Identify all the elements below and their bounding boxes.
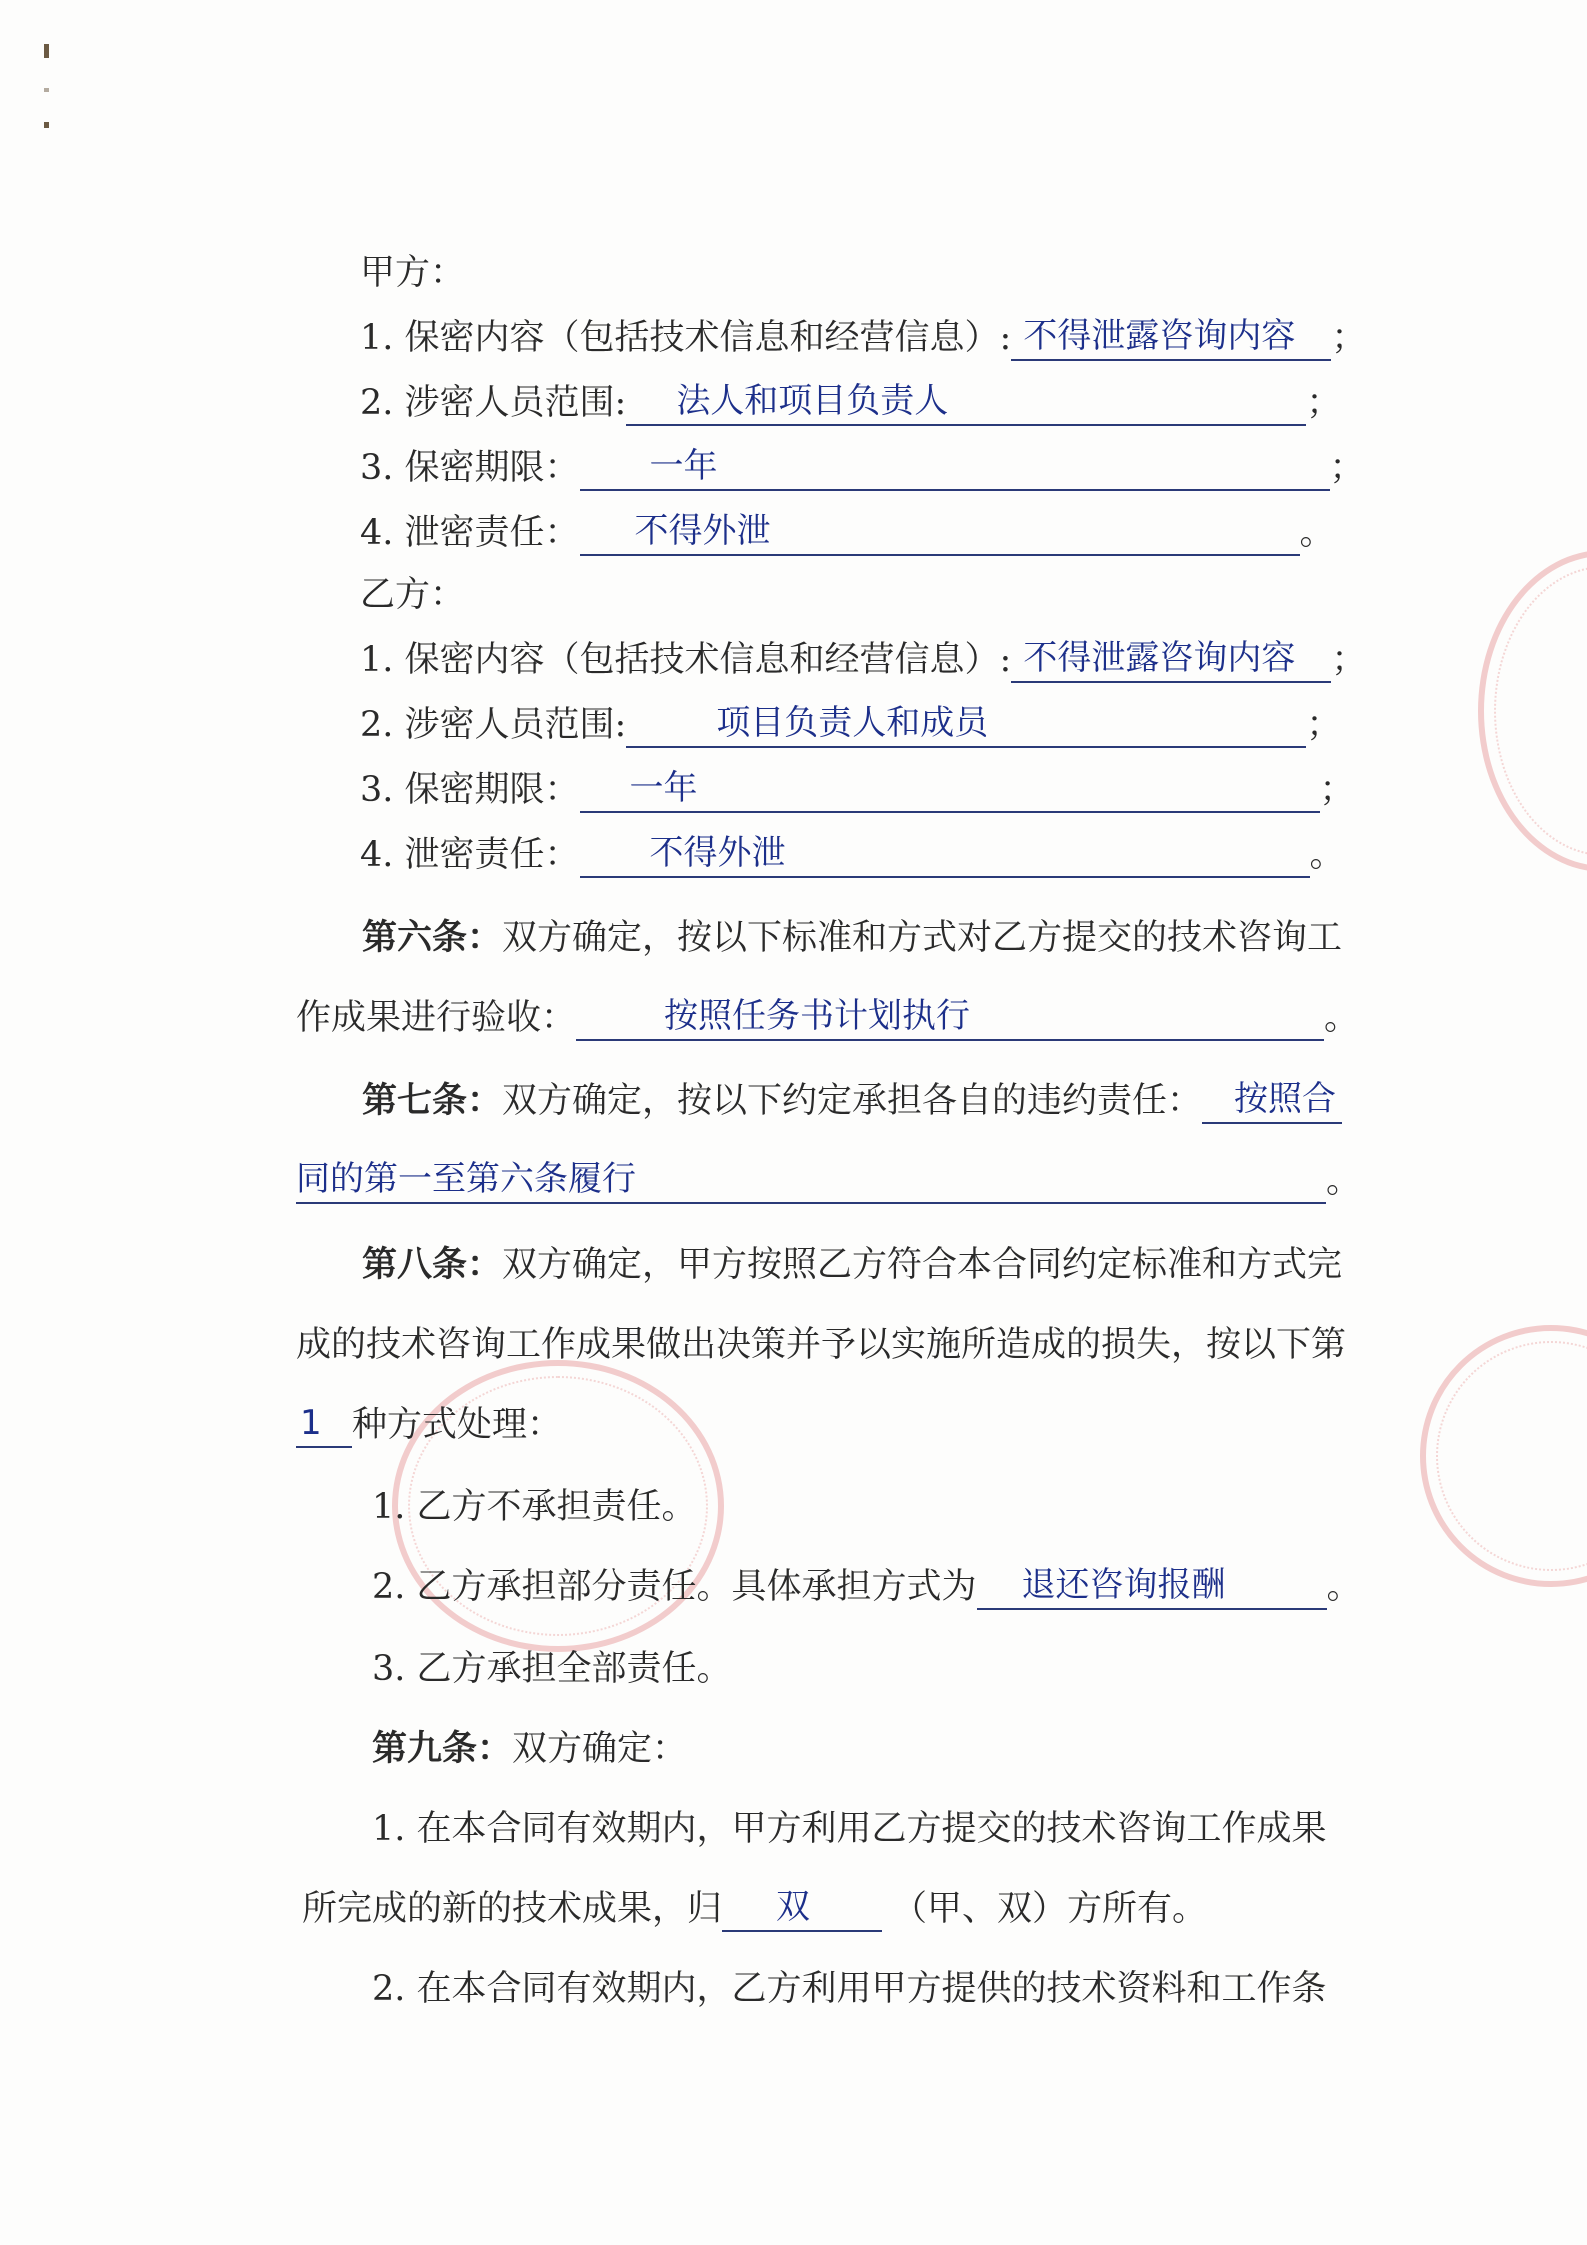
party-b-item-4-blank — [580, 832, 1310, 878]
party-a-item-3-label: 3. 保密期限： — [360, 448, 580, 488]
party-a-item-4-end: 。 — [1299, 513, 1335, 553]
article8-option-2 — [372, 1564, 1362, 1610]
article9-heading — [372, 1726, 687, 1772]
article8-option-2-end: 。 — [1326, 1567, 1362, 1607]
party-a-item-4-label: 4. 泄密责任： — [360, 513, 580, 553]
party-a-item-1-blank — [1011, 315, 1331, 361]
party-b-item-2-label: 2. 涉密人员范围: — [360, 705, 627, 745]
party-b-item-1-end: ； — [1331, 640, 1367, 680]
article9-p1-blank — [722, 1886, 882, 1932]
party-b-item-1-blank — [1011, 637, 1331, 683]
article9-p2-line1: 2. 在本合同有效期内，乙方利用甲方提供的技术资料和工作条 — [372, 1969, 1327, 2009]
article8-option-2-text: 2. 乙方承担部分责任。具体承担方式为 — [372, 1567, 977, 1607]
party-a-item-2-end: ； — [1306, 383, 1342, 423]
party-b-item-2-blank — [626, 702, 1306, 748]
party-a-item-4 — [360, 510, 1335, 556]
article7-blank2 — [296, 1158, 1326, 1204]
party-b-item-3-label: 3. 保密期限： — [360, 770, 580, 810]
article7-end: 。 — [1326, 1161, 1362, 1201]
article8-text2: 成的技术咨询工作成果做出决策并予以实施所造成的损失，按以下第 — [296, 1325, 1347, 1365]
party-b-item-3-blank — [580, 767, 1320, 813]
party-a-item-1 — [360, 315, 1366, 361]
article8-choice-blank — [296, 1402, 352, 1448]
article6-text1: 双方确定，按以下标准和方式对乙方提交的技术咨询工 — [502, 918, 1343, 958]
article7-line1 — [362, 1078, 1342, 1124]
article7-value1: 按照合 — [1234, 1079, 1337, 1119]
party-a-item-1-end: ； — [1331, 318, 1367, 358]
party-a-item-3-blank — [580, 445, 1330, 491]
article7-title: 第七条： — [362, 1080, 503, 1121]
party-a-item-2 — [360, 380, 1341, 426]
party-a-item-2-blank — [626, 380, 1306, 426]
article6-line1 — [362, 915, 1342, 961]
seal-stamp-right-bottom — [1420, 1325, 1587, 1587]
party-a-item-2-value: 法人和项目负责人 — [676, 381, 949, 421]
article8-option-1: 1. 乙方不承担责任。 — [372, 1487, 697, 1527]
article8-text1: 双方确定，甲方按照乙方符合本合同约定标准和方式完 — [502, 1245, 1343, 1285]
article9-p1-line2 — [302, 1886, 1207, 1932]
article9-p1-line1: 1. 在本合同有效期内，甲方利用乙方提交的技术咨询工作成果 — [372, 1809, 1327, 1849]
party-b-item-2-value: 项目负责人和成员 — [716, 703, 989, 743]
seal-stamp-right-top — [1478, 550, 1587, 872]
party-b-item-1 — [360, 637, 1366, 683]
party-a-item-1-value: 不得泄露咨询内容 — [1023, 316, 1296, 356]
party-a-item-2-label: 2. 涉密人员范围: — [360, 383, 627, 423]
article9-p1-end: （甲、双）方所有。 — [892, 1889, 1208, 1929]
article6-end: 。 — [1324, 998, 1360, 1038]
party-a-item-3 — [360, 445, 1365, 491]
party-b-item-3 — [360, 767, 1355, 813]
party-a-item-4-value: 不得外泄 — [634, 511, 771, 551]
article6-blank — [576, 995, 1324, 1041]
article6-title: 第六条： — [362, 917, 503, 958]
party-b-item-2-end: ； — [1306, 705, 1342, 745]
party-a-item-3-end: ； — [1329, 448, 1365, 488]
party-b-item-4-value: 不得外泄 — [649, 833, 786, 873]
article8-line3 — [296, 1402, 562, 1448]
article6-text2: 作成果进行验收： — [296, 998, 577, 1038]
article6-line2 — [296, 995, 1359, 1041]
article9-p1-value: 双 — [776, 1887, 811, 1927]
party-b-item-2 — [360, 702, 1341, 748]
article9-p1-text2: 所完成的新的技术成果，归 — [302, 1889, 723, 1929]
article8-line1 — [362, 1242, 1342, 1288]
article9-title: 第九条： — [372, 1728, 513, 1769]
article9-title-rest: 双方确定： — [512, 1729, 688, 1769]
party-b-item-4-end: 。 — [1309, 835, 1345, 875]
party-b-item-4-label: 4. 泄密责任： — [360, 835, 580, 875]
party-b-item-1-value: 不得泄露咨询内容 — [1023, 638, 1296, 678]
article8-title: 第八条： — [362, 1244, 503, 1285]
article7-blank1 — [1202, 1078, 1342, 1124]
article8-line2 — [296, 1322, 1346, 1368]
article7-text1: 双方确定，按以下约定承担各自的违约责任： — [502, 1081, 1203, 1121]
party-b-item-3-end: ； — [1319, 770, 1355, 810]
party-b-heading: 乙方： — [360, 575, 466, 615]
article6-value: 按照任务书计划执行 — [664, 996, 971, 1036]
party-a-item-4-blank — [580, 510, 1300, 556]
scan-specks — [44, 44, 49, 158]
party-a-item-3-value: 一年 — [649, 446, 718, 486]
article8-text3: 种方式处理： — [352, 1405, 563, 1445]
article8-option-2-blank — [977, 1564, 1327, 1610]
article8-choice: 1 — [300, 1403, 322, 1443]
article8-option-3: 3. 乙方承担全部责任。 — [372, 1649, 732, 1689]
article8-option-2-value: 退还咨询报酬 — [1021, 1565, 1226, 1605]
article7-value2: 同的第一至第六条履行 — [296, 1159, 636, 1199]
party-a-item-1-label: 1. 保密内容（包括技术信息和经营信息）: — [360, 318, 1012, 358]
party-a-heading: 甲方： — [360, 253, 466, 293]
party-b-item-4 — [360, 832, 1345, 878]
party-b-item-3-value: 一年 — [629, 768, 698, 808]
party-b-item-1-label: 1. 保密内容（包括技术信息和经营信息）: — [360, 640, 1012, 680]
article7-line2 — [296, 1158, 1361, 1204]
